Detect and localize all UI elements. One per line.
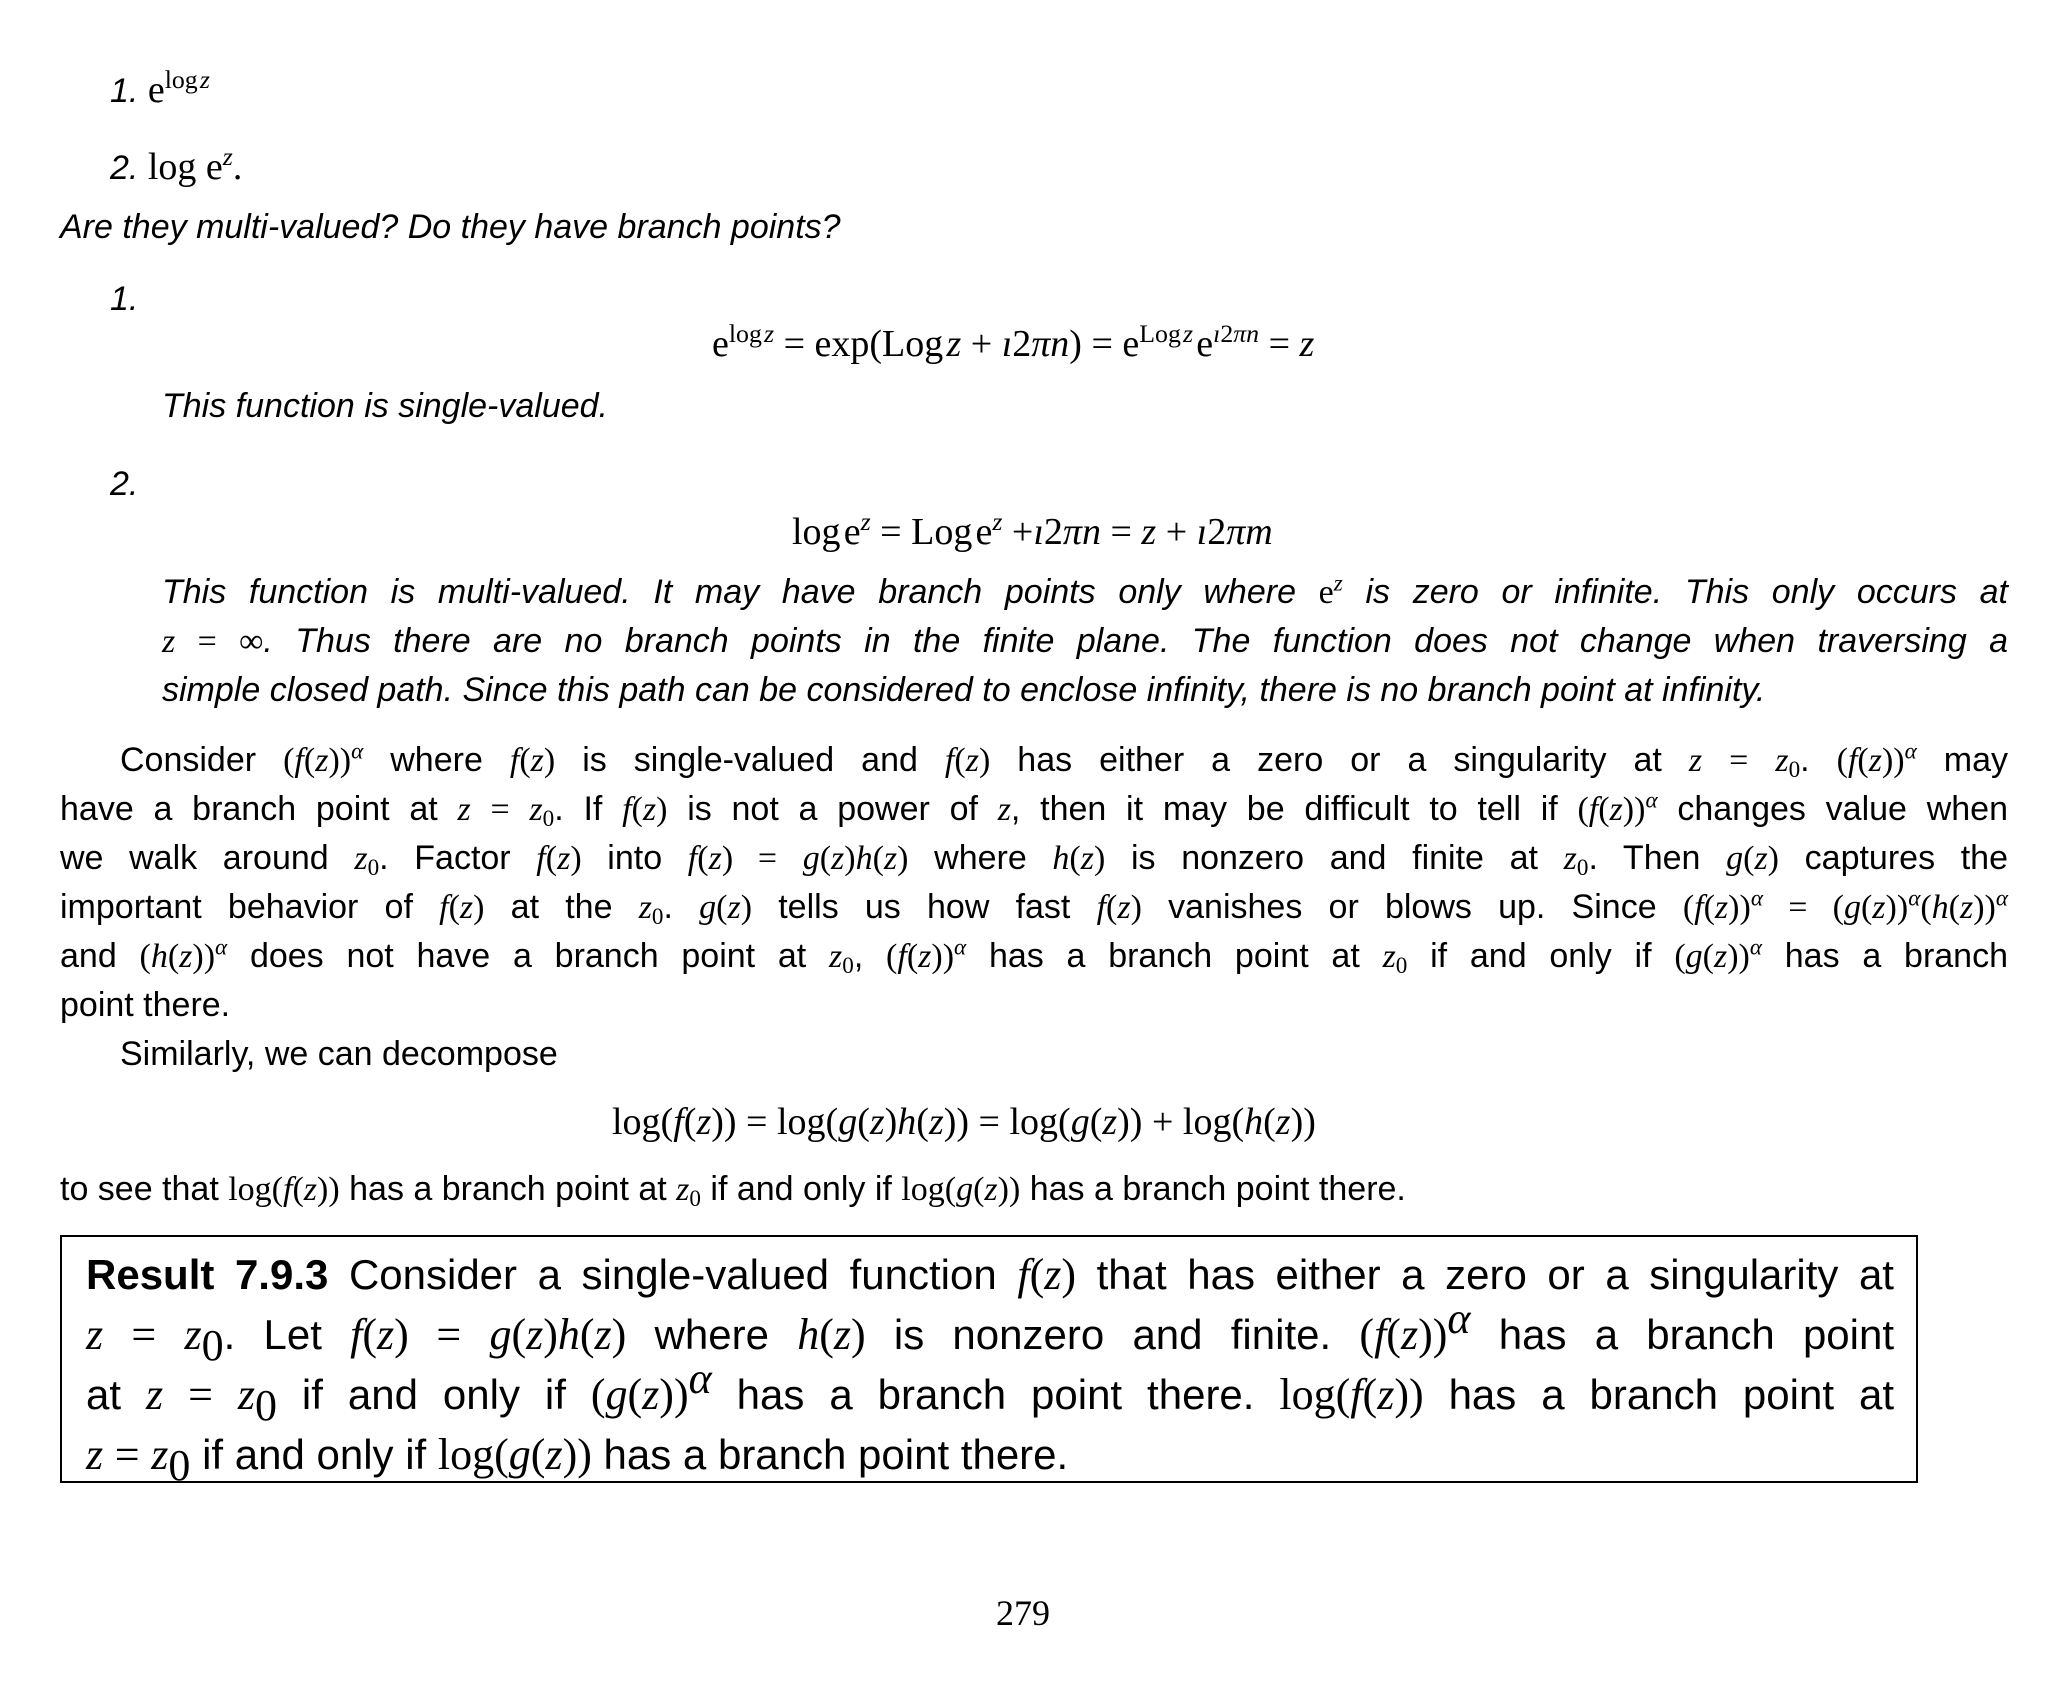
page-number: 279 bbox=[996, 1593, 1050, 1633]
equation-1: $e^{log z} = \exp(Log$ z + ı2πn) = $e^{Log z}$ $e^{ı2\pi n} = z$ bbox=[712, 318, 1315, 365]
result-label: Result 7.9.3 bbox=[86, 1251, 329, 1298]
paragraph-1-line-5: and $(h(z))^\alpha$ does not have a branch point at $z_0$, $(f(z))^\alpha$ has a branch point at $z_0$ if and only if $(g(z))^\alpha$ has a branch bbox=[60, 934, 2008, 979]
answer-2-comment-line-2: z = ∞. Thus there are no branch points in the finite plane. The function does not change when traversing a bbox=[162, 622, 2009, 660]
equation-3: log(f(z)) = log(g(z)h(z)) = log(g(z)) + log(h(z)) bbox=[612, 1101, 1316, 1143]
result-line-3: at $z = z_0$ if and only if $(g(z))^\alpha$ has a branch point there. log(f(z)) has a branch point at bbox=[86, 1353, 1894, 1430]
paragraph-2-end: to see that log(f(z)) has a branch point at $z_0$ if and only if log(g(z)) has a branch point there. bbox=[60, 1170, 1406, 1212]
paragraph-1-line-4: important behavior of f(z) at the $z_0$. g(z) tells us how fast f(z) vanishes or blows up. Since $(f(z))^\alpha = (g(z))^\alpha(h(z))^\alpha$ bbox=[60, 885, 2009, 930]
list-number: 1. bbox=[110, 72, 139, 110]
answer-1-comment: This function is single-valued. bbox=[162, 387, 609, 425]
result-line-4: $z = z_0$ if and only if log(g(z)) has a branch point there. bbox=[86, 1430, 1069, 1490]
result-box bbox=[60, 1235, 1918, 1490]
paragraph-1-line-2: have a branch point at $z = z_0$. If f(z) is not a power of z, then it may be difficult to tell if $(f(z))^\alpha$ changes value when bbox=[60, 787, 2008, 832]
result-line-2: $z = z_0$. Let f(z) = g(z)h(z) where h(z) is nonzero and finite. $(f(z))^\alpha$ has a branch point bbox=[86, 1293, 1895, 1370]
paragraph-1-line-6: point there. bbox=[60, 986, 231, 1024]
answer-2-number: 2. bbox=[110, 465, 139, 503]
list-number: 2. bbox=[110, 149, 139, 187]
list-item-2: 2. $\log e^z$. bbox=[110, 141, 243, 188]
question-text: Are they multi-valued? Do they have branch points? bbox=[60, 208, 841, 246]
result-line-1: Result 7.9.3 Consider a single-valued function f(z) that has either a zero or a singularity at bbox=[86, 1250, 1894, 1299]
list-item-1: 1. $e^{log z}$ bbox=[110, 64, 210, 111]
answer-2-comment-line-1: This function is multi-valued. It may have branch points only where $e^z$ is zero or infinite. This only occurs at bbox=[162, 570, 2008, 611]
answer-1-number: 1. bbox=[110, 280, 139, 318]
equation-2: log $e^z$ = Log $e^z$ +ı2πn = z + ı2πm bbox=[792, 506, 1273, 553]
paragraph-1-line-1: Consider $(f(z))^\alpha$ where f(z) is single-valued and f(z) has either a zero or a singularity at $z = z_0$. $(f(z))^\alpha$ may bbox=[120, 738, 2008, 783]
paragraph-2-intro: Similarly, we can decompose bbox=[120, 1035, 558, 1073]
answer-2-comment-line-3: simple closed path. Since this path can be considered to enclose infinity, there is no branch point at infinity. bbox=[162, 671, 1766, 709]
paragraph-1-line-3: we walk around $z_0$. Factor f(z) into f(z) = g(z)h(z) where h(z) is nonzero and finite at $z_0$. Then g(z) captures the bbox=[60, 839, 2009, 881]
